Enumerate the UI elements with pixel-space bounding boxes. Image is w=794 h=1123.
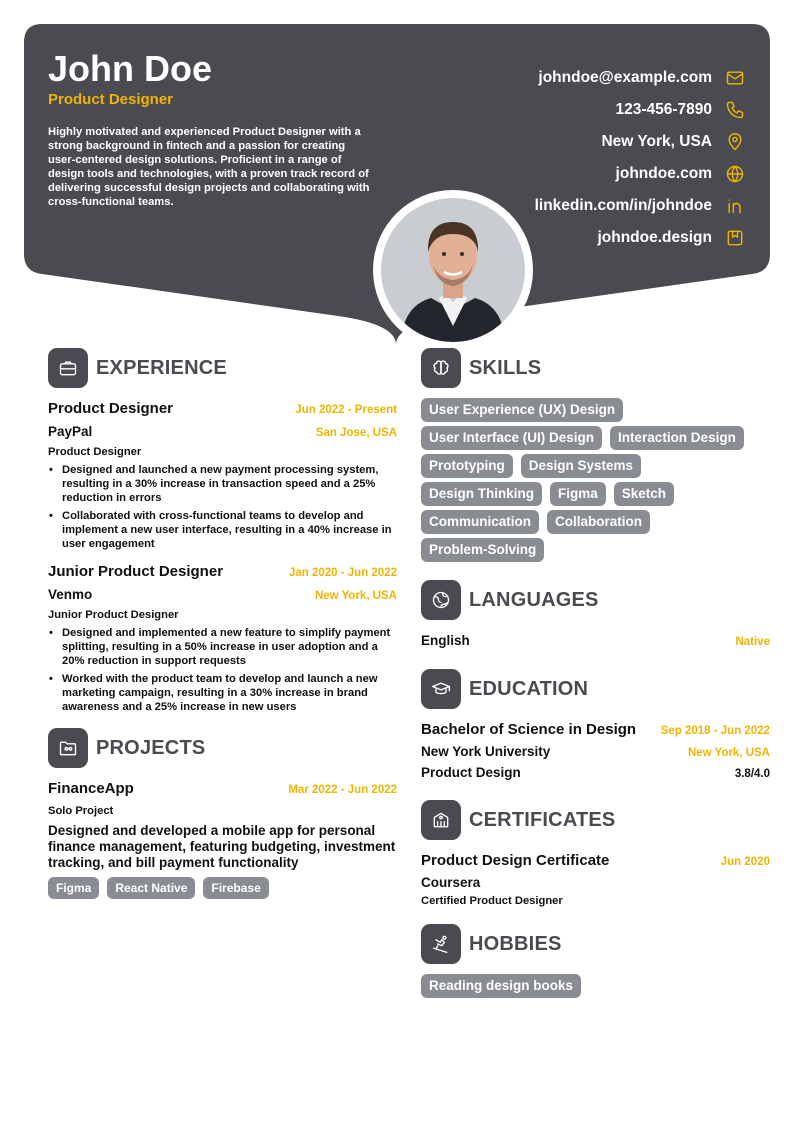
project-tag: Firebase (203, 877, 268, 899)
job-position: Product Designer (48, 400, 174, 417)
project-tags (48, 877, 397, 903)
skill-tag: Interaction Design (610, 426, 744, 450)
experience-title: EXPERIENCE (96, 356, 227, 379)
education-field: Product Design (421, 765, 521, 780)
certificate-name: Product Design Certificate (421, 852, 610, 869)
contact-phone[interactable] (426, 94, 746, 126)
skills-heading (421, 348, 770, 388)
certificate-summary: Certified Product Designer (421, 895, 563, 907)
certificate-item (421, 850, 770, 910)
education-school: New York University (421, 744, 551, 759)
skills-list (421, 398, 770, 566)
profile-photo-image (381, 198, 525, 342)
globe-icon (724, 163, 746, 185)
language-level: Native (735, 636, 770, 648)
job-summary: Product Designer (48, 446, 142, 458)
education-item (421, 719, 770, 784)
job-position: Junior Product Designer (48, 563, 224, 580)
contact-location-text: New York, USA (601, 133, 712, 150)
education-gpa: 3.8/4.0 (734, 768, 770, 780)
contact-portfolio-text[interactable]: johndoe.design (597, 229, 712, 246)
skill-tag: Figma (550, 482, 606, 506)
experience-heading (48, 348, 397, 388)
projects-heading (48, 728, 397, 768)
job-bullets (48, 626, 397, 714)
skill-tag: Design Systems (521, 454, 641, 478)
graduation-cap-icon (421, 669, 461, 709)
projects-title: PROJECTS (96, 736, 206, 759)
language-item (421, 630, 770, 653)
skill-tag: Collaboration (547, 510, 650, 534)
profile-summary: Highly motivated and experienced Product Designer with a strong background in fintech and a passion for creating user-centered design solutions. Proficient in a range of design tools and technologies, with a proven track record of delivering successful design projects and collaborating with cross-functional teams. (48, 126, 370, 208)
skiing-icon (421, 924, 461, 964)
contact-linkedin-text[interactable]: linkedin.com/in/johndoe (534, 197, 712, 214)
skill-tag: Sketch (614, 482, 674, 506)
briefcase-icon (48, 348, 88, 388)
skills-title: SKILLS (469, 356, 542, 379)
location-pin-icon (724, 131, 746, 153)
brain-icon (421, 348, 461, 388)
candidate-role: Product Designer (48, 91, 174, 108)
education-degree: Bachelor of Science in Design (421, 721, 637, 738)
certificate-date: Jun 2020 (720, 856, 770, 868)
contact-location (426, 126, 746, 158)
skill-tag: User Experience (UX) Design (421, 398, 623, 422)
education-heading (421, 669, 770, 709)
certificates-heading (421, 800, 770, 840)
education-date: Sep 2018 - Jun 2022 (660, 725, 770, 737)
right-column (421, 348, 770, 1002)
project-tag: React Native (107, 877, 195, 899)
education-title: EDUCATION (469, 677, 589, 700)
hobbies-title: HOBBIES (469, 932, 562, 955)
hobbies-list (421, 974, 770, 1002)
contact-email-text[interactable]: johndoe@example.com (538, 69, 712, 86)
contact-website[interactable] (426, 158, 746, 190)
contact-website-text[interactable]: johndoe.com (615, 165, 712, 182)
hobby-tag: Reading design books (421, 974, 581, 998)
project-description: Designed and developed a mobile app for personal finance management, featuring budgeting, investment tracking, and bill payment functionality (48, 823, 396, 870)
project-item (48, 778, 397, 903)
job-location: New York, USA (314, 590, 397, 602)
hobbies-heading (421, 924, 770, 964)
job-bullet: • Worked with the product team to develop and launch a new marketing campaign, resulting in a 30% increase in brand awareness and a 25% increase in new users (48, 672, 397, 714)
job-summary: Junior Product Designer (48, 609, 179, 621)
project-date: Mar 2022 - Jun 2022 (288, 784, 397, 796)
experience-item (48, 398, 397, 551)
job-bullet: • Collaborated with cross-functional teams to develop and implement a new user interface, resulting in a 40% increase in user engagement (48, 509, 397, 551)
skill-tag: Prototyping (421, 454, 513, 478)
job-bullets (48, 463, 397, 551)
certificate-issuer: Coursera (421, 875, 481, 890)
certificates-title: CERTIFICATES (469, 808, 616, 831)
languages-title: LANGUAGES (469, 588, 599, 611)
experience-item (48, 561, 397, 714)
contact-email[interactable] (426, 62, 746, 94)
skill-tag: Design Thinking (421, 482, 542, 506)
job-company: PayPal (48, 424, 93, 439)
candidate-name: John Doe (48, 48, 213, 89)
job-date: Jan 2020 - Jun 2022 (288, 567, 397, 579)
project-name: FinanceApp (48, 780, 134, 797)
skill-tag: User Interface (UI) Design (421, 426, 602, 450)
job-date: Jun 2022 - Present (295, 404, 397, 416)
job-bullet: • Designed and launched a new payment processing system, resulting in a 30% increase in transaction speed and a 25% reduction in errors (48, 463, 397, 505)
skill-tag: Problem-Solving (421, 538, 544, 562)
languages-heading (421, 580, 770, 620)
profile-photo (373, 190, 533, 350)
language-name: English (421, 633, 470, 648)
project-type: Solo Project (48, 805, 114, 817)
project-tag: Figma (48, 877, 99, 899)
language-globe-icon (421, 580, 461, 620)
certificate-building-icon (421, 800, 461, 840)
linkedin-icon (724, 195, 746, 217)
skill-tag: Communication (421, 510, 539, 534)
left-column (48, 348, 397, 903)
job-location: San Jose, USA (315, 427, 397, 439)
folder-icon (48, 728, 88, 768)
education-location: New York, USA (687, 747, 770, 759)
job-bullet: • Designed and implemented a new feature to simplify payment splitting, resulting in a 50% increase in user adoption and a 20% reduction in support requests (48, 626, 397, 668)
phone-icon (724, 99, 746, 121)
portfolio-icon (724, 227, 746, 249)
job-company: Venmo (48, 587, 93, 602)
contact-phone-text[interactable]: 123-456-7890 (615, 101, 712, 118)
mail-icon (724, 67, 746, 89)
